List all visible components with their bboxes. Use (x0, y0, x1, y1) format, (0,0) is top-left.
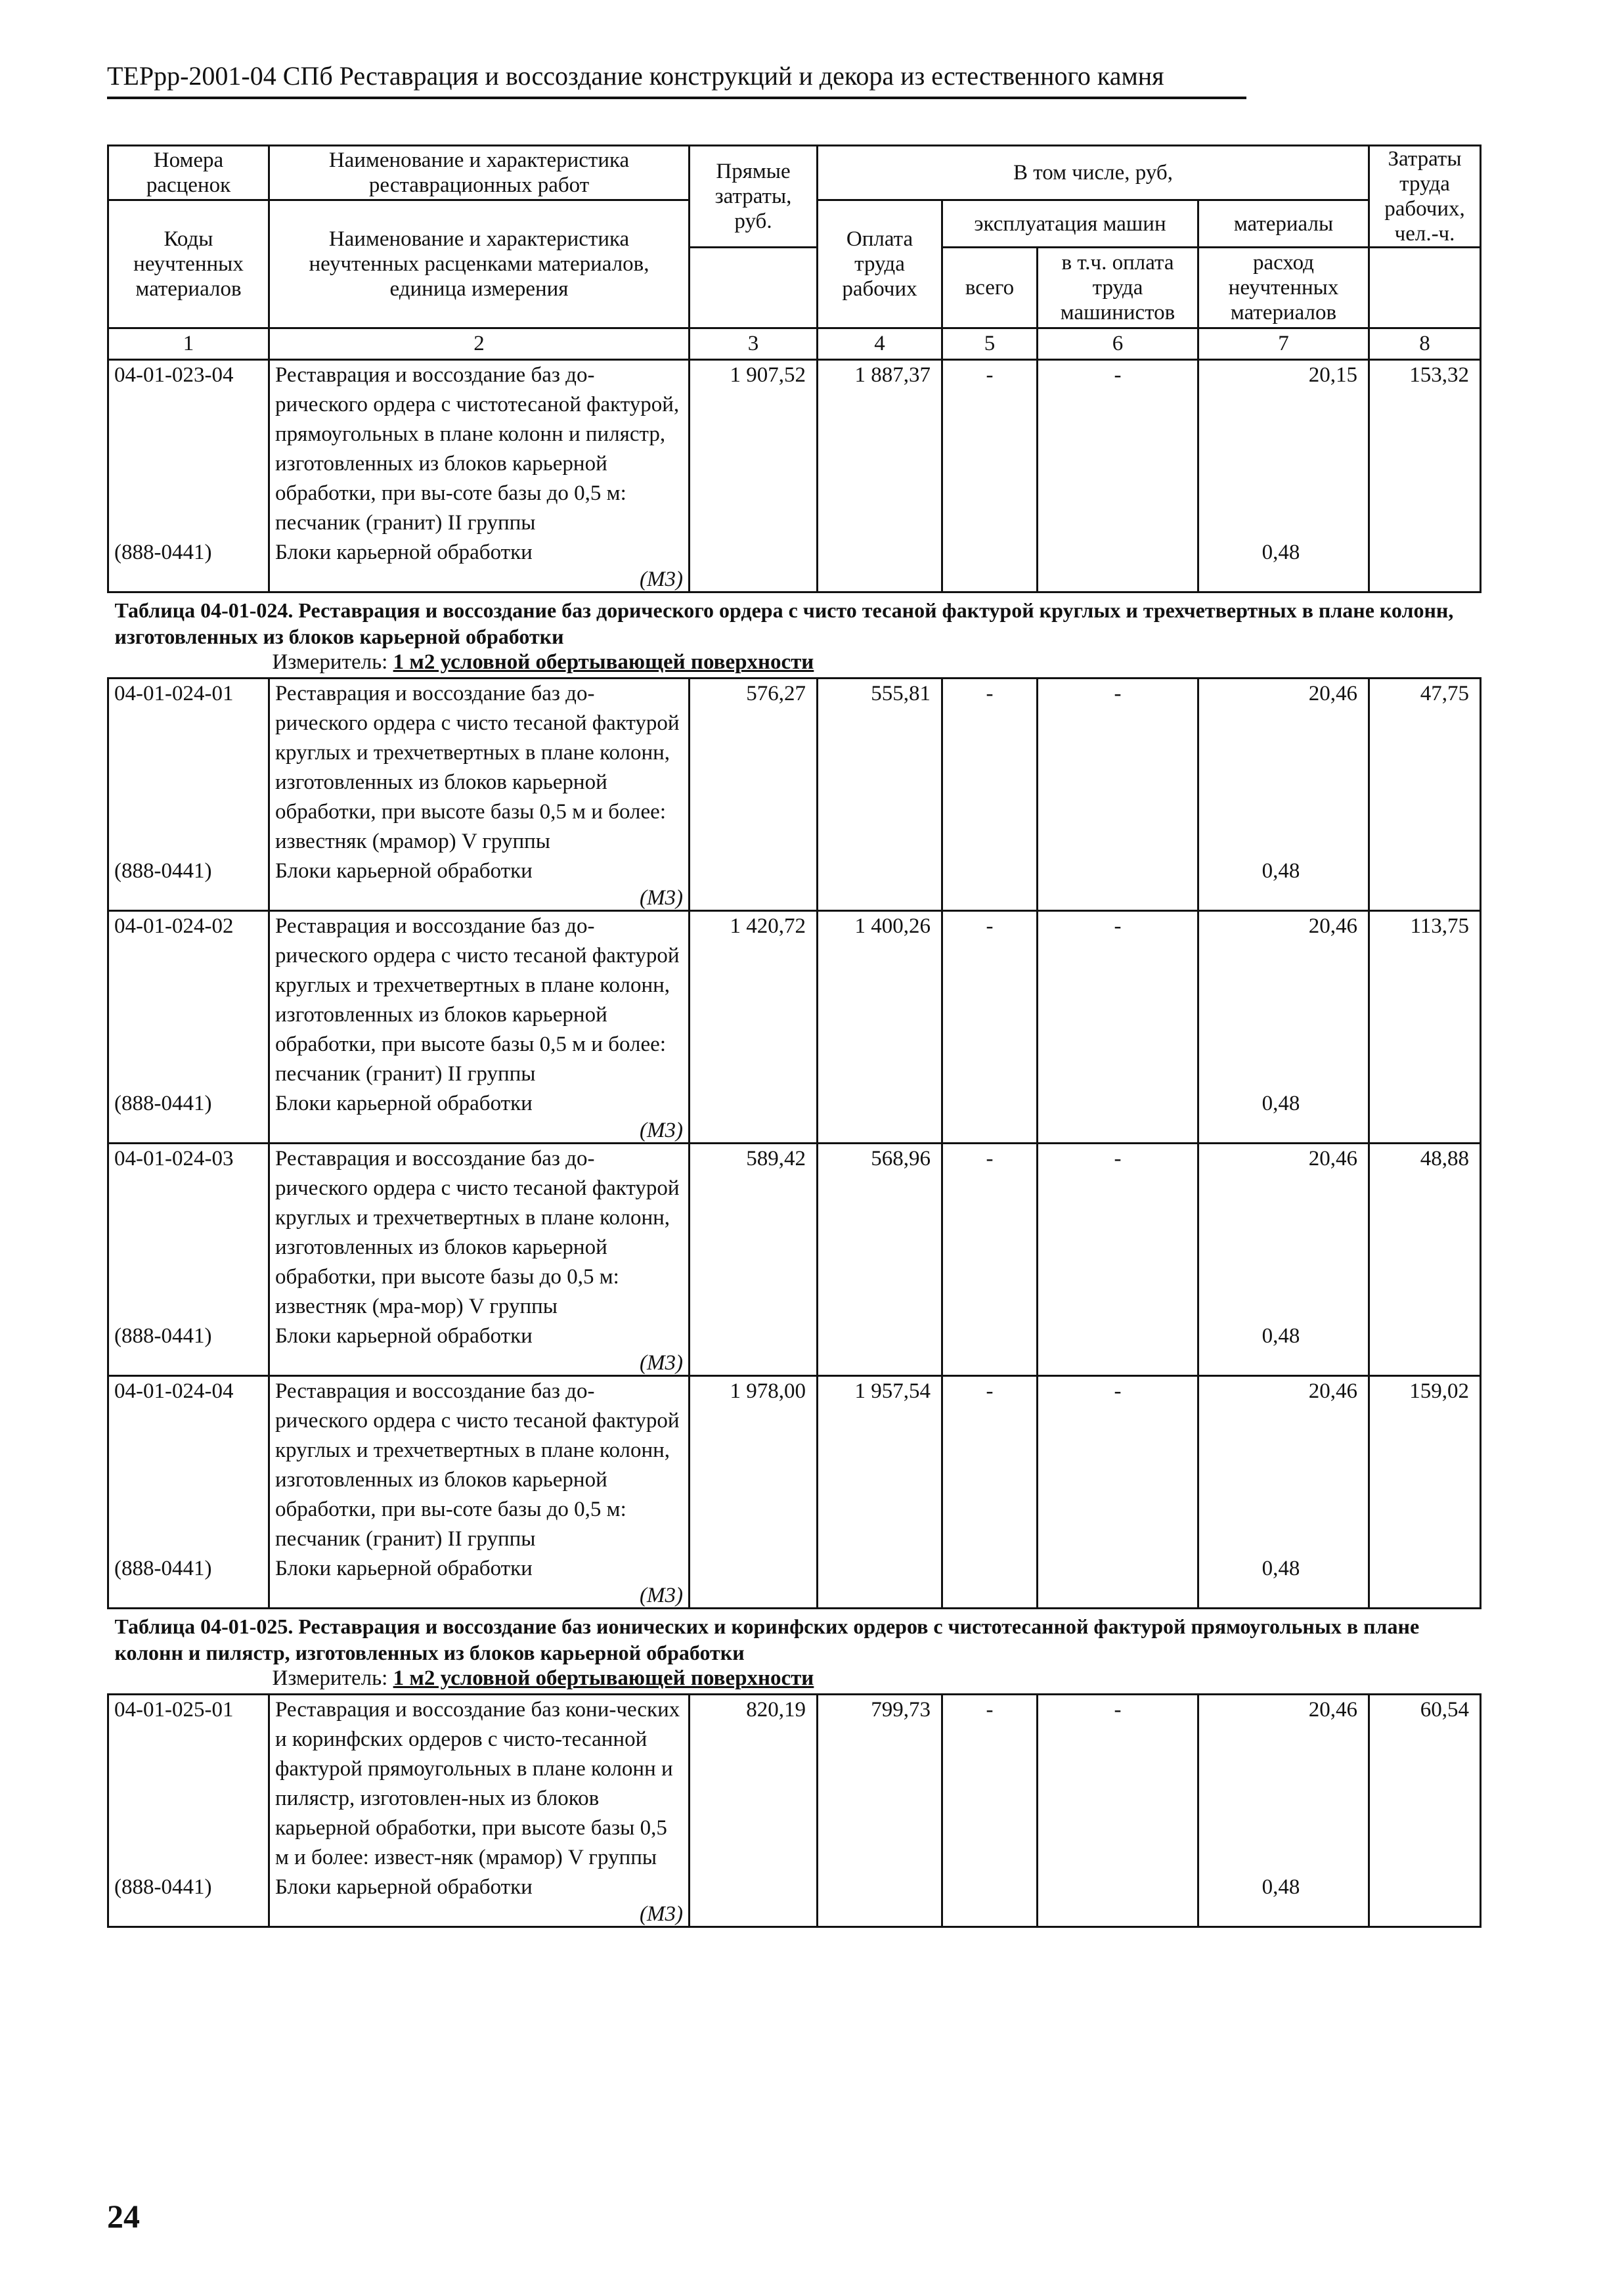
materials-cost: 20,46 (1198, 911, 1369, 1090)
empty-cell (108, 1584, 269, 1609)
machines-cost: - (942, 360, 1038, 539)
empty-cell (1369, 1873, 1481, 1902)
empty-cell (1198, 568, 1369, 592)
rate-row (108, 1376, 1481, 1555)
machinists-cost: - (1038, 1376, 1198, 1555)
empty-cell (1198, 1351, 1369, 1376)
meter-value: 1 м2 условной обертывающей поверхности (393, 650, 814, 674)
empty-cell (1198, 1119, 1369, 1144)
column-number: 6 (1038, 328, 1198, 360)
empty-cell (1038, 538, 1198, 568)
material-code: (888-0441) (108, 1322, 269, 1351)
labor-cost: 555,81 (818, 679, 942, 857)
meter-line (108, 650, 1481, 677)
machinists-cost: - (1038, 360, 1198, 539)
rate-description: Реставрация и воссоздание баз до-рического ордера с чисто тесаной фактурой круглых и трехчетвертных в плане колонн, изготовленных из блоков карьерной обработки, при высоте базы до 0,5 м: известняк (мра-мор) V группы (269, 1144, 690, 1322)
labor-hours: 60,54 (1369, 1695, 1481, 1873)
column-number: 3 (690, 328, 818, 360)
rate-row (108, 360, 1481, 539)
empty-cell (1038, 857, 1198, 886)
rate-row (108, 679, 1481, 857)
empty-cell (690, 1584, 818, 1609)
empty-cell (690, 1351, 818, 1376)
empty-cell (1038, 1322, 1198, 1351)
col5-header: всего (942, 248, 1038, 328)
empty-cell (690, 1089, 818, 1119)
machinists-cost: - (1038, 911, 1198, 1090)
machinists-cost: - (1038, 1695, 1198, 1873)
empty-cell (942, 1584, 1038, 1609)
empty-cell (1038, 1554, 1198, 1584)
material-quantity: 0,48 (1198, 538, 1369, 568)
material-row (108, 538, 1481, 568)
empty-cell (942, 1322, 1038, 1351)
material-quantity: 0,48 (1198, 1554, 1369, 1584)
material-code: (888-0441) (108, 857, 269, 886)
empty-cell (818, 1902, 942, 1927)
column-numbers-row (108, 328, 1481, 360)
material-name: Блоки карьерной обработки (269, 857, 690, 886)
rate-description: Реставрация и воссоздание баз кони-ческих и коринфских ордеров с чисто-тесанной фактурой прямоугольных в плане колонн и пилястр, изготовлен-ных из блоков карьерной обработки, при высоте базы 0,5 м и более: извест-няк (мрамор) V группы (269, 1695, 690, 1873)
empty-cell (942, 1873, 1038, 1902)
page-number: 24 (107, 2198, 140, 2235)
machines-cost: - (942, 679, 1038, 857)
labor-hours: 48,88 (1369, 1144, 1481, 1322)
empty-cell (690, 886, 818, 911)
material-name: Блоки карьерной обработки (269, 538, 690, 568)
rate-code: 04-01-024-01 (108, 679, 269, 857)
labor-hours: 153,32 (1369, 360, 1481, 539)
rate-code: 04-01-023-04 (108, 360, 269, 539)
empty-cell (1369, 1322, 1481, 1351)
col3-header: Прямые затраты, руб. (690, 146, 818, 248)
material-quantity: 0,48 (1198, 857, 1369, 886)
material-row (108, 1089, 1481, 1119)
col2-bottom-header: Наименование и характеристика неучтенных расценками материалов, единица измерения (269, 200, 690, 328)
empty-cell (818, 1351, 942, 1376)
empty-cell (1369, 1351, 1481, 1376)
empty-cell (1369, 857, 1481, 886)
empty-cell (1038, 1873, 1198, 1902)
col1-top-header: Номера расценок (108, 146, 269, 200)
empty-cell (1369, 1089, 1481, 1119)
rates-document (107, 145, 1480, 1928)
empty-cell (818, 1089, 942, 1119)
material-code: (888-0441) (108, 1873, 269, 1902)
empty-cell (1198, 1584, 1369, 1609)
material-code: (888-0441) (108, 1554, 269, 1584)
empty-cell (1369, 1902, 1481, 1927)
empty-cell (690, 538, 818, 568)
column-number: 1 (108, 328, 269, 360)
machines-cost: - (942, 911, 1038, 1090)
empty-cell (818, 568, 942, 592)
empty-cell (1369, 568, 1481, 592)
materials-cost: 20,15 (1198, 360, 1369, 539)
empty-cell (818, 1119, 942, 1144)
empty-cell (1038, 1902, 1198, 1927)
empty-cell (942, 857, 1038, 886)
empty-cell (690, 857, 818, 886)
col8-spacer (1369, 248, 1481, 328)
column-number: 7 (1198, 328, 1369, 360)
material-name: Блоки карьерной обработки (269, 1322, 690, 1351)
unit-row (108, 1351, 1481, 1376)
empty-cell (818, 857, 942, 886)
material-unit: (М3) (269, 1119, 690, 1144)
materials-group-header: материалы (1198, 200, 1369, 248)
machinists-cost: - (1038, 1144, 1198, 1322)
empty-cell (1038, 568, 1198, 592)
col3-spacer (690, 248, 818, 328)
meter-line (108, 1666, 1481, 1693)
machines-cost: - (942, 1144, 1038, 1322)
material-code: (888-0441) (108, 538, 269, 568)
empty-cell (690, 568, 818, 592)
direct-cost: 820,19 (690, 1695, 818, 1873)
empty-cell (942, 568, 1038, 592)
empty-cell (1038, 1351, 1198, 1376)
empty-cell (690, 1902, 818, 1927)
table-caption-row (108, 1609, 1481, 1695)
material-code: (888-0441) (108, 1089, 269, 1119)
labor-cost: 1 957,54 (818, 1376, 942, 1555)
empty-cell (818, 1584, 942, 1609)
col6-header: в т.ч. оплата труда машинистов (1038, 248, 1198, 328)
rate-row (108, 1144, 1481, 1322)
materials-cost: 20,46 (1198, 1376, 1369, 1555)
empty-cell (1369, 1119, 1481, 1144)
rate-code: 04-01-024-03 (108, 1144, 269, 1322)
rate-description: Реставрация и воссоздание баз до-рического ордера с чисто тесаной фактурой круглых и трехчетвертных в плане колонн, изготовленных из блоков карьерной обработки, при высоте базы 0,5 м и более: песчаник (гранит) II группы (269, 911, 690, 1090)
column-number: 8 (1369, 328, 1481, 360)
unit-row (108, 568, 1481, 592)
direct-cost: 576,27 (690, 679, 818, 857)
materials-cost: 20,46 (1198, 679, 1369, 857)
column-number: 2 (269, 328, 690, 360)
empty-cell (942, 1902, 1038, 1927)
material-name: Блоки карьерной обработки (269, 1873, 690, 1902)
direct-cost: 1 978,00 (690, 1376, 818, 1555)
empty-cell (108, 1902, 269, 1927)
direct-cost: 1 907,52 (690, 360, 818, 539)
empty-cell (818, 886, 942, 911)
empty-cell (942, 538, 1038, 568)
material-quantity: 0,48 (1198, 1873, 1369, 1902)
labor-cost: 1 887,37 (818, 360, 942, 539)
meter-value: 1 м2 условной обертывающей поверхности (393, 1666, 814, 1690)
empty-cell (818, 1554, 942, 1584)
empty-cell (1369, 1584, 1481, 1609)
material-unit: (М3) (269, 886, 690, 911)
labor-cost: 1 400,26 (818, 911, 942, 1090)
empty-cell (1369, 1554, 1481, 1584)
material-quantity: 0,48 (1198, 1089, 1369, 1119)
column-number: 4 (818, 328, 942, 360)
machines-cost: - (942, 1695, 1038, 1873)
labor-cost: 568,96 (818, 1144, 942, 1322)
labor-hours: 159,02 (1369, 1376, 1481, 1555)
empty-cell (1038, 1089, 1198, 1119)
empty-cell (942, 886, 1038, 911)
table-caption-row (108, 592, 1481, 679)
labor-hours: 113,75 (1369, 911, 1481, 1090)
empty-cell (1038, 886, 1198, 911)
direct-cost: 1 420,72 (690, 911, 818, 1090)
rate-code: 04-01-024-04 (108, 1376, 269, 1555)
column-number: 5 (942, 328, 1038, 360)
rate-description: Реставрация и воссоздание баз до-рического ордера с чисто тесаной фактурой круглых и трехчетвертных в плане колонн, изготовленных из блоков карьерной обработки, при вы-соте базы до 0,5 м: песчаник (гранит) II группы (269, 1376, 690, 1555)
rate-description: Реставрация и воссоздание баз до-рического ордера с чисто тесаной фактурой круглых и трехчетвертных в плане колонн, изготовленных из блоков карьерной обработки, при высоте базы 0,5 м и более: известняк (мрамор) V группы (269, 679, 690, 857)
materials-cost: 20,46 (1198, 1144, 1369, 1322)
empty-cell (942, 1089, 1038, 1119)
table-caption: Таблица 04-01-024. Реставрация и воссоздание баз дорического ордера с чисто тесаной фактурой круглых и трехчетвертных в плане колонн, изготовленных из блоков карьерной обработки (114, 598, 1454, 648)
unit-row (108, 1584, 1481, 1609)
materials-cost: 20,46 (1198, 1695, 1369, 1873)
col8-header: Затраты труда рабочих, чел.-ч. (1369, 146, 1481, 248)
material-unit: (М3) (269, 568, 690, 592)
material-name: Блоки карьерной обработки (269, 1089, 690, 1119)
material-quantity: 0,48 (1198, 1322, 1369, 1351)
empty-cell (690, 1119, 818, 1144)
empty-cell (1369, 886, 1481, 911)
direct-cost: 589,42 (690, 1144, 818, 1322)
empty-cell (1198, 886, 1369, 911)
material-name: Блоки карьерной обработки (269, 1554, 690, 1584)
labor-hours: 47,75 (1369, 679, 1481, 857)
unit-row (108, 886, 1481, 911)
meter-label: Измеритель: (272, 650, 388, 674)
machines-cost: - (942, 1376, 1038, 1555)
material-row (108, 1554, 1481, 1584)
empty-cell (108, 1351, 269, 1376)
empty-cell (942, 1119, 1038, 1144)
col7-header: расход неучтенных материалов (1198, 248, 1369, 328)
machines-group-header: эксплуатация машин (942, 200, 1198, 248)
table-body (108, 360, 1481, 1927)
rate-code: 04-01-024-02 (108, 911, 269, 1090)
rate-row (108, 911, 1481, 1090)
labor-cost: 799,73 (818, 1695, 942, 1873)
col1-bottom-header: Коды неучтенных материалов (108, 200, 269, 328)
empty-cell (1369, 538, 1481, 568)
empty-cell (690, 1322, 818, 1351)
unit-row (108, 1902, 1481, 1927)
page-header: ТЕРрр-2001-04 СПб Реставрация и воссоздание конструкций и декора из естественного камня (107, 60, 1246, 99)
rate-description: Реставрация и воссоздание баз до-рического ордера с чистотесаной фактурой, прямоугольных в плане колонн и пилястр, изготовленных из блоков карьерной обработки, при вы-соте базы до 0,5 м: песчаник (гранит) II группы (269, 360, 690, 539)
material-unit: (М3) (269, 1584, 690, 1609)
group-header: В том числе, руб, (818, 146, 1369, 200)
empty-cell (1198, 1902, 1369, 1927)
material-row (108, 857, 1481, 886)
table-header (108, 146, 1481, 360)
empty-cell (690, 1873, 818, 1902)
machinists-cost: - (1038, 679, 1198, 857)
col2-top-header: Наименование и характеристика реставрационных работ (269, 146, 690, 200)
empty-cell (818, 1322, 942, 1351)
col4-header: Оплата труда рабочих (818, 200, 942, 328)
material-unit: (М3) (269, 1351, 690, 1376)
empty-cell (942, 1554, 1038, 1584)
empty-cell (108, 886, 269, 911)
rate-code: 04-01-025-01 (108, 1695, 269, 1873)
empty-cell (1038, 1119, 1198, 1144)
empty-cell (108, 1119, 269, 1144)
meter-label: Измеритель: (272, 1666, 388, 1690)
rate-row (108, 1695, 1481, 1873)
unit-row (108, 1119, 1481, 1144)
empty-cell (690, 1554, 818, 1584)
table-caption: Таблица 04-01-025. Реставрация и воссоздание баз ионических и коринфских ордеров с чистотесанной фактурой прямоугольных в плане колонн и пилястр, изготовленных из блоков карьерной обработки (114, 1615, 1420, 1664)
empty-cell (1038, 1584, 1198, 1609)
material-unit: (М3) (269, 1902, 690, 1927)
empty-cell (818, 1873, 942, 1902)
empty-cell (942, 1351, 1038, 1376)
material-row (108, 1873, 1481, 1902)
rates-table (107, 145, 1481, 1928)
empty-cell (108, 568, 269, 592)
empty-cell (818, 538, 942, 568)
material-row (108, 1322, 1481, 1351)
